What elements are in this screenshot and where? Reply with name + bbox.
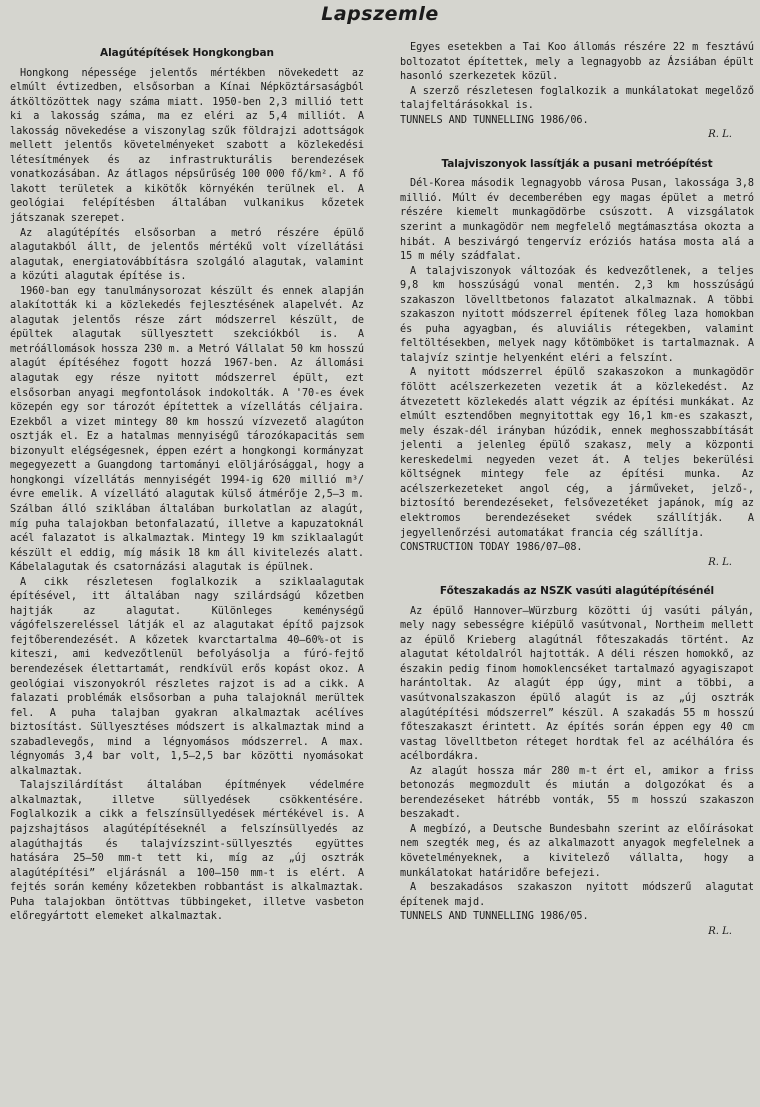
paragraph: A szerző részletesen foglalkozik a munkálatokat megelőző talajfeltárásokkal is.: [400, 85, 754, 112]
paragraph: A beszakadásos szakaszon nyitott módszerű alagutat építenek majd.: [400, 882, 754, 908]
page-title: Lapszemle: [321, 3, 439, 25]
paragraph: Egyes esetekben a Tai Koo állomás részére 22 m fesztávú boltozatot építettek, mely a legnagyobb az Ázsiában épült hasonló szerkezetek közül.: [400, 42, 754, 83]
paragraph: A cikk részletesen foglalkozik a sziklaalagutak építésével, itt általában nagy szilárdságú kőzetben hajtják az alagutat. Különleges keménységű vágófelszereléssel látják el az alagutakat építő pajzsok fejtőberendezését. A kőzetek kvarctartalma 40—60%-ot is kiteszi, ami kedvezőtlenül befolyásolja a fúró-fejtő berendezések élettartamát, rendkívül erős kopást okoz. A geológiai viszonyokról részletes rajzot is ad a cikk. A falazati problémák elsősorban a puha talajoknál merültek fel. A puha talajban gyakran alkalmaztak acélíves biztosítást. Süllyesztéses módszert is alkalmaztak mind a szabadlevegős, mind a légnyomásos módszerrel. A max. légnyomás 3,4 bar volt, 1,5—2,5 bar közötti nyomásokat alkalmaztak.: [10, 576, 364, 777]
paragraph: Talajszilárdítást általában építmények védelmére alkalmaztak, illetve süllyedések csökkentésére. Foglalkozik a cikk a felszínsüllyedések mértékével is. A pajzshajtásos alagútépítéseknél a felszínsüllyedés az alagúthajtás és talajvízszint-süllyesztés együttes hatására 25—50 mm-t tett ki, míg az „új osztrák alagútépítési” eljárásnál a 100—150 mm-t is elért. A fejtés során kemény kőzetekben robbantást is alkalmaztak. Puha talajokban öntöttvas tübbingeket, illetve vasbeton előregyártott elemeket alkalmaztak.: [10, 780, 364, 923]
article-title-pusan: Talajviszonyok lassítják a pusani metróépítést: [441, 157, 713, 170]
paragraph: 1960-ban egy tanulmánysorozat készült és ennek alapján alakították ki a közlekedés fejlesztésének alapelvét. Az alagutak jelentős része zárt módszerrel készült, de épültek alagutak süllyesztett szekciókból is. A metróállomások hossza 230 m. a Metró Vállalat 50 km hosszú alagút építéséhez fogott hozzá 1967-ben. Az állomási alagutak egy része nyitott módszerrel épült, ezt elsősorban anyagi megfontolások indokolták. A '70-es évek közepén egy sor tározót építettek a vízellátás céljaira. Ezekből a vizet mintegy 80 km hosszú vízvezető alagúton osztják el. Ez a hatalmas mennyiségű tározókapacitás sem bizonyult elégségesnek, éppen ezért a hongkongi kormányzat megegyezett a Guangdong tartományi elöljárósággal, hogy a hongkongi vízellátás mennyiségét 1994-ig 620 millió m³/évre emelik. A vízellátó alagutak külső átmérője 2,5—3 m. Szálban álló sziklában általában burkolatlan az alagút, míg puha talajokban betonfalazatú, illetve a kapuzatoknál acél falazatot is alkalmaztak. Mintegy 19 km sziklaalagút készült el eddig, míg másik 18 km áll kivitelezés alatt. Kábelalagutak és csatornázási alagutak is épülnek.: [10, 285, 364, 574]
paragraph: Hongkong népessége jelentős mértékben növekedett az elmúlt évtizedben, elsősorban a Kínai Népköztársaságból átköltözöttek nagy száma miatt. 1950-ben 2,3 millió tett ki a lakosság száma, ma ez eléri az 5,4 milliót. A lakosság növekedése a viszonylag szűk földrajzi adottságok mellett jelentős követelményeket szabott a közlekedési létesítmények és az infrastrukturális berendezések vonatkozásában. Az átlagos népsűrűség 100 000 fő/km². A fő lakott területek a kikötők környékén terülnek el. A geológiai felépítésben általában vulkanikus kőzetek játszanak szerepet.: [10, 67, 364, 225]
source-citation: TUNNELS AND TUNNELLING 1986/05.: [400, 911, 589, 923]
right-column: [400, 41, 754, 939]
source-citation: CONSTRUCTION TODAY 1986/07—08.: [400, 542, 583, 554]
author-signature: R. L.: [708, 925, 732, 937]
article-title-hongkong: Alagútépítések Hongkongban: [100, 47, 274, 59]
left-column: [10, 46, 364, 925]
paragraph: A talajviszonyok változóak és kedvezőtlenek, a teljes 9,8 km hosszúságú vonal mentén. 2,3 km hosszúságú szakaszon lövelltbetonos falazatot alkalmaznak. A többi szakaszon nyitott módszerrel építenek főleg laza homokban és puha agyagban, és aluviális rétegekben, valamint feltöltésekben, melyek nagy kőtömböket is tartalmaznak. A talajvíz szintje helyenként eléri a felszínt.: [400, 265, 754, 364]
paragraph: Az alagútépítés elsősorban a metró részére épülő alagutakból állt, de jelentős mértékű volt vízellátási alagutak, energiatovábbításra szolgáló alagutak, valamint a közúti alagutak építése is.: [10, 227, 364, 283]
paragraph: Dél-Korea második legnagyobb városa Pusan, lakossága 3,8 millió. Múlt év decemberében egy magas épület a metró részére kiemelt munkagödörbe csúszott. A vizsgálatok szerint a munkagödör nem megfelelő megtámasztása okozta a hibát. A beszivárgó tengervíz eróziós hatása mosta alá a 15 m mély szádfalat.: [400, 178, 754, 263]
article-title-nszk: Főteszakadás az NSZK vasúti alagútépítésénél: [439, 585, 715, 598]
author-signature: R. L.: [708, 556, 732, 568]
author-signature: R. L.: [708, 129, 732, 141]
paragraph: Az épülő Hannover—Würzburg közötti új vasúti pályán, mely nagy sebességre kiépülő vasútvonal, Northeim mellett az épülő Krieberg alagútnál főteszakadás történt. Az alagutat kétoldalról hajtották. A déli részen homokkő, az északin pedig finom homoklencséket tartalmazó agyagiszapot harántoltak. Az alagút épp úgy, mint a többi, a vasútvonalszakaszon épülő alagút is az „új osztrák alagútépítési módszerrel” készül. A szakadás 55 m hosszú főteszakaszt érintett. Az építés során éppen egy 40 cm vastag lövelltbeton réteget hordtak fel az acélhálóra és acélbordákra.: [400, 605, 754, 763]
paragraph: Az alagút hossza már 280 m-t ért el, amikor a friss betonozás megmozdult és miután a dolgozókat és a berendezéseket hátrébb vonták, 55 m hosszú szakaszon beszakadt.: [400, 765, 754, 821]
paragraph: A megbízó, a Deutsche Bundesbahn szerint az előírásokat nem szegték meg, és az alkalmazott anyagok megfelelnek a követelményeknek, a kivitelező vállalta, hogy a munkálatokat határidőre befejezi.: [400, 823, 754, 879]
source-citation: TUNNELS AND TUNNELLING 1986/06.: [400, 114, 589, 126]
paragraph: A nyitott módszerrel épülő szakaszokon a munkagödör fölött acélszerkezeten vezetik át a közlekedést. Az átvezetett közlekedés alatt végzik az építési munkákat. Az elmúlt esztendőben megnyitottak egy 16,1 km-es szakaszt, mely észak-dél irányban húzódik, ennek meghosszabbítását jelenti a jelenleg épülő szakasz, mely a központi kereskedelmi negyeden vezet át. A teljes bekerülési költségnek mintegy fele az építési munka. Az acélszerkezeteket angol cég, a járműveket, jelző-, biztosító berendezéseket, felsővezetéket japánok, míg az elektromos berendezéseket svédek szállítják. A jegyellenőrzési automatákat francia cég szállítja.: [400, 367, 754, 539]
